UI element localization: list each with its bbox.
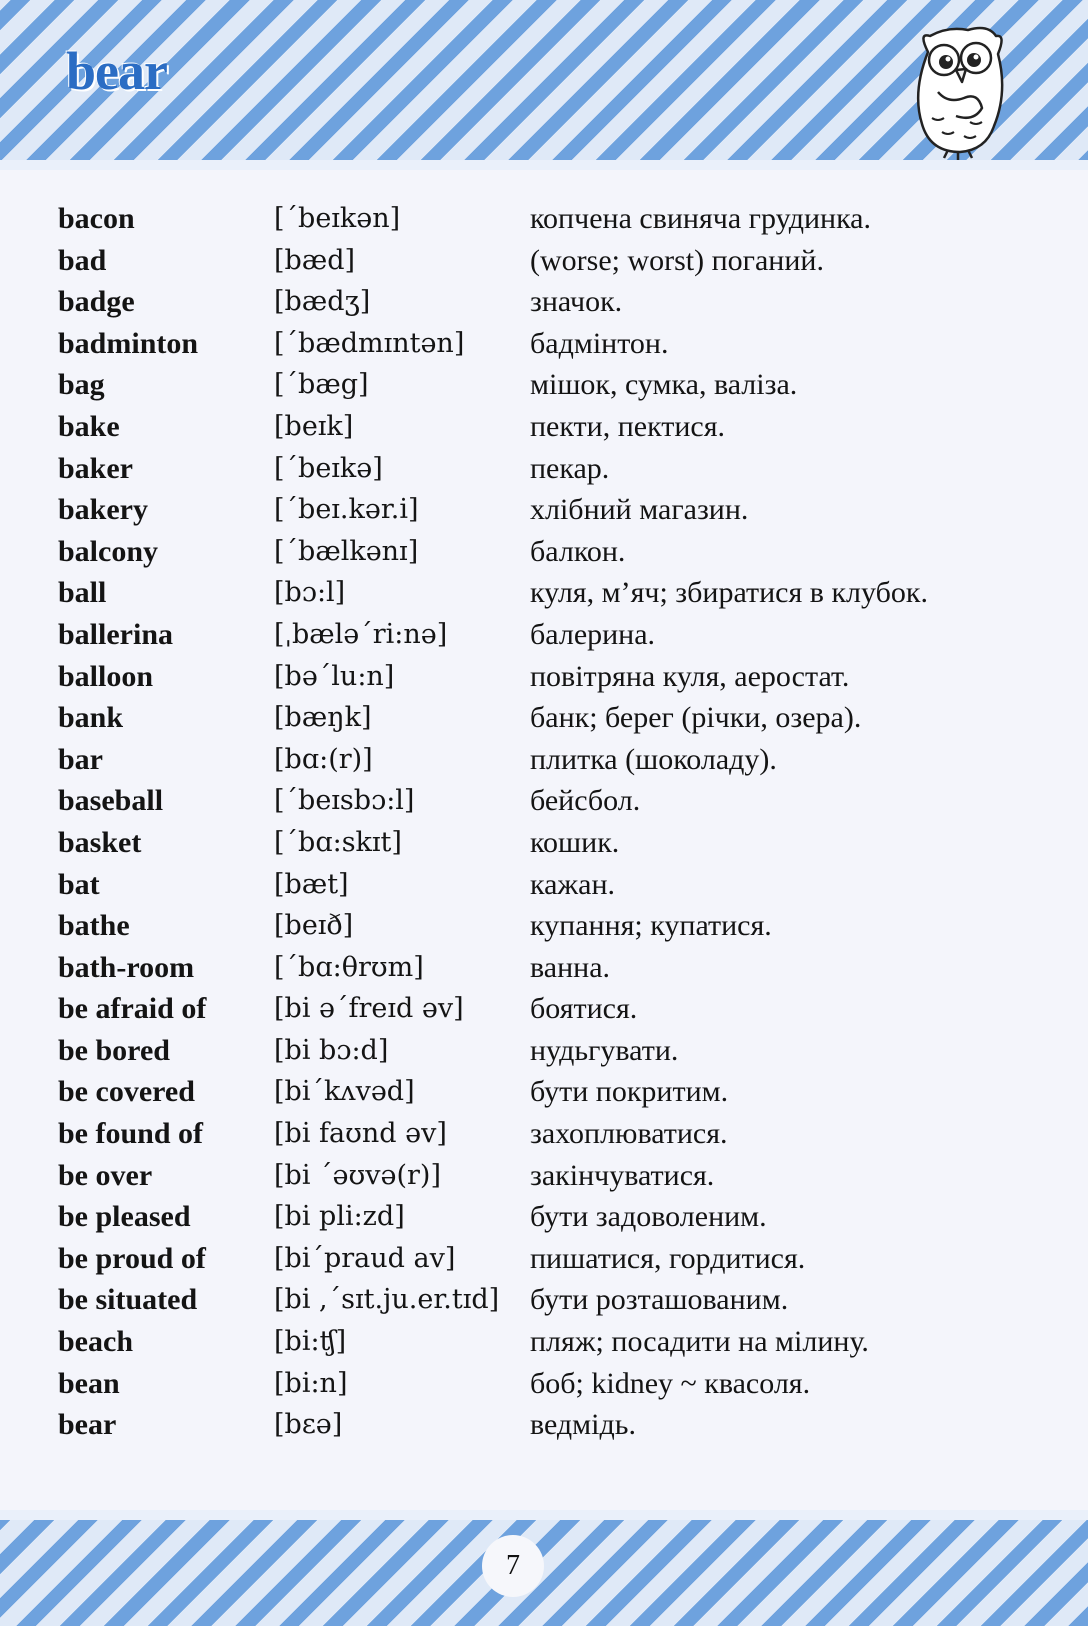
- entry-pronunciation: [bɑ:(r)]: [274, 743, 373, 775]
- entry-translation: значок.: [530, 285, 623, 319]
- entry-translation: пекар.: [530, 451, 610, 485]
- entry-word: baker: [58, 451, 133, 485]
- entry-translation: купання; купатися.: [530, 909, 772, 943]
- list-item: [58, 1404, 1038, 1446]
- entry-translation: кажан.: [530, 867, 616, 901]
- entry-word: balloon: [58, 659, 154, 693]
- entry-word: bag: [58, 368, 105, 402]
- entry-pronunciation: [beɪk]: [274, 410, 354, 442]
- list-item: [58, 1071, 1038, 1113]
- list-item: [58, 240, 1038, 282]
- entry-translation: балерина.: [530, 617, 656, 651]
- entry-word: be pleased: [58, 1200, 191, 1234]
- page-number: 7: [506, 1550, 520, 1581]
- list-item: [58, 656, 1038, 698]
- entry-word: baseball: [58, 784, 164, 818]
- entry-translation: бейсбол.: [530, 784, 641, 818]
- entry-pronunciation: [bi΄praud av]: [274, 1242, 456, 1274]
- entry-pronunciation: [ˌbælə΄ri:nə]: [274, 618, 448, 650]
- entry-translation: балкон.: [530, 534, 626, 568]
- entry-word: be proud of: [58, 1241, 206, 1275]
- entry-pronunciation: [΄bɑ:θrʊm]: [274, 951, 424, 983]
- entry-word: be bored: [58, 1033, 170, 1067]
- entry-word: bar: [58, 742, 103, 776]
- entry-word: be covered: [58, 1075, 195, 1109]
- entry-word: be over: [58, 1158, 153, 1192]
- entry-word: be situated: [58, 1283, 198, 1317]
- entry-pronunciation: [΄beɪ.kər.i]: [274, 494, 419, 526]
- entry-translation: банк; берег (річки, озера).: [530, 701, 862, 735]
- entry-translation: ведмідь.: [530, 1408, 636, 1442]
- entry-word: badge: [58, 285, 135, 319]
- entry-pronunciation: [bæt]: [274, 868, 349, 900]
- list-item: [58, 364, 1038, 406]
- entry-translation: бадмінтон.: [530, 326, 669, 360]
- entry-translation: бути розташованим.: [530, 1283, 789, 1317]
- entry-word: bake: [58, 409, 120, 443]
- entry-translation: боб; kidney ~ квасоля.: [530, 1366, 811, 1400]
- entry-pronunciation: [bi:n]: [274, 1367, 348, 1399]
- entry-pronunciation: [΄beɪkən]: [274, 203, 401, 234]
- list-item: [58, 572, 1038, 614]
- entry-word: beach: [58, 1325, 133, 1359]
- entry-translation: нудьгувати.: [530, 1033, 679, 1067]
- entry-pronunciation: [bi pli:zd]: [274, 1201, 405, 1233]
- entry-pronunciation: [bi bɔ:d]: [274, 1034, 389, 1066]
- entry-word: be afraid of: [58, 992, 207, 1026]
- entry-word: bathe: [58, 909, 130, 943]
- entry-pronunciation: [bi:ʧ]: [274, 1326, 347, 1358]
- entry-pronunciation: [bɛə]: [274, 1409, 343, 1441]
- entry-word: balcony: [58, 534, 159, 568]
- entry-translation: куля, м’яч; збиратися в клубок.: [530, 576, 928, 610]
- list-item: [58, 822, 1038, 864]
- list-item: [58, 614, 1038, 656]
- entry-translation: повітряна куля, аеростат.: [530, 659, 850, 693]
- list-item: [58, 905, 1038, 947]
- entry-word: bear: [58, 1408, 117, 1442]
- entry-word: bacon: [58, 202, 135, 235]
- owl-icon: [908, 22, 1010, 164]
- list-item: [58, 1113, 1038, 1155]
- entry-pronunciation: [΄bæg]: [274, 369, 369, 401]
- list-item: [58, 739, 1038, 781]
- entry-translation: боятися.: [530, 992, 638, 1026]
- entry-translation: бути покритим.: [530, 1075, 729, 1109]
- list-item: [58, 406, 1038, 448]
- entry-word: ballerina: [58, 617, 174, 651]
- entry-word: bad: [58, 243, 107, 277]
- page-number-badge: [482, 1535, 544, 1597]
- list-item: [58, 697, 1038, 739]
- list-item: [58, 489, 1038, 531]
- entry-pronunciation: [bæŋk]: [274, 702, 372, 734]
- entry-translation: пекти, пектися.: [530, 409, 726, 443]
- entry-translation: копчена свиняча грудинка.: [530, 202, 872, 235]
- list-item: [58, 1030, 1038, 1072]
- list-item: [58, 780, 1038, 822]
- list-item: [58, 323, 1038, 365]
- list-item: [58, 988, 1038, 1030]
- entry-word: basket: [58, 825, 142, 859]
- entry-pronunciation: [΄bædmɪntən]: [274, 327, 465, 359]
- entry-word: bat: [58, 867, 100, 901]
- entry-word: badminton: [58, 326, 199, 360]
- list-item: [58, 198, 1038, 240]
- entry-pronunciation: [bæd]: [274, 244, 356, 276]
- entry-translation: ванна.: [530, 950, 611, 984]
- entry-pronunciation: [bi ,΄sɪt.ju.er.tɪd]: [274, 1284, 500, 1316]
- entry-pronunciation: [bi ΄əʊvə(r)]: [274, 1159, 441, 1191]
- list-item: [58, 864, 1038, 906]
- entry-word: bank: [58, 701, 124, 735]
- entry-pronunciation: [bə΄lu:n]: [274, 660, 395, 692]
- entry-translation: закінчуватися.: [530, 1158, 715, 1192]
- entry-translation: кошик.: [530, 825, 620, 859]
- entry-word: be found of: [58, 1117, 204, 1151]
- footer-stripe-band: [0, 1510, 1088, 1626]
- entry-translation: пишатися, гордитися.: [530, 1241, 806, 1275]
- entry-pronunciation: [΄beɪkə]: [274, 452, 383, 484]
- list-item: [58, 1279, 1038, 1321]
- entry-pronunciation: [bædʒ]: [274, 286, 371, 318]
- list-item: [58, 448, 1038, 490]
- entry-pronunciation: [bi΄kʌvəd]: [274, 1076, 415, 1108]
- entry-word: bakery: [58, 493, 148, 527]
- entry-translation: пляж; посадити на мілину.: [530, 1325, 869, 1359]
- entry-translation: мішок, сумка, валіза.: [530, 368, 798, 402]
- list-item: [58, 1155, 1038, 1197]
- page-title: bear: [66, 41, 167, 101]
- list-item: [58, 1363, 1038, 1405]
- dictionary-list: [58, 198, 1038, 1446]
- entry-translation: хлібний магазин.: [530, 493, 749, 527]
- entry-translation: плитка (шоколаду).: [530, 742, 777, 776]
- entry-word: bath-room: [58, 950, 195, 984]
- entry-pronunciation: [bi ə΄freɪd əv]: [274, 993, 464, 1025]
- entry-word: ball: [58, 576, 107, 610]
- entry-pronunciation: [΄bælkənɪ]: [274, 535, 419, 567]
- entry-translation: бути задоволеним.: [530, 1200, 767, 1234]
- list-item: [58, 1321, 1038, 1363]
- list-item: [58, 947, 1038, 989]
- entry-pronunciation: [΄bɑ:skɪt]: [274, 826, 402, 858]
- entry-translation: (worse; worst) поганий.: [530, 243, 824, 277]
- entry-pronunciation: [΄beɪsbɔ:l]: [274, 785, 415, 817]
- list-item: [58, 281, 1038, 323]
- entry-translation: захоплюватися.: [530, 1117, 728, 1151]
- list-item: [58, 531, 1038, 573]
- entry-pronunciation: [bɔ:l]: [274, 577, 346, 609]
- list-item: [58, 1196, 1038, 1238]
- entry-word: bean: [58, 1366, 120, 1400]
- list-item: [58, 1238, 1038, 1280]
- entry-pronunciation: [bi faʊnd əv]: [274, 1118, 447, 1150]
- entry-pronunciation: [beɪð]: [274, 910, 354, 942]
